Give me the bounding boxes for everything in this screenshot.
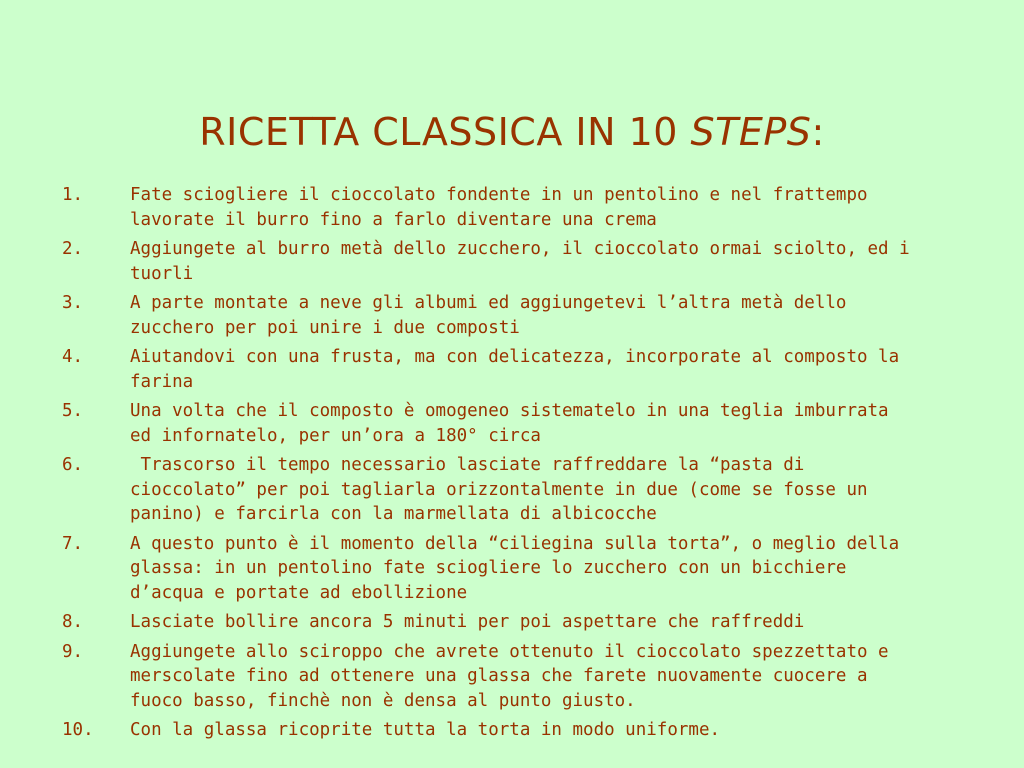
step-text: Con la glassa ricoprite tutta la torta in modo uniforme. xyxy=(130,720,721,740)
step-text: Una volta che il composto è omogeneo sistematelo in una teglia imburrata ed infornatelo, per un’ora a 180° circa xyxy=(130,401,889,446)
step-item-10 xyxy=(62,718,912,743)
step-text: A questo punto è il momento della “ciliegina sulla torta”, o meglio della glassa: in un pentolino fate sciogliere lo zucchero con un bicchiere d’acqua e portate ad ebollizione xyxy=(130,533,900,603)
step-text: Aggiungete allo sciroppo che avrete ottenuto il cioccolato spezzettato e merscolate fino ad ottenere una glassa che farete nuovamente cuocere a fuoco basso, finchè non è densa al punto giusto. xyxy=(130,641,889,711)
step-text: Lasciate bollire ancora 5 minuti per poi aspettare che raffreddi xyxy=(130,612,805,632)
title-main-text: RICETTA CLASSICA IN 10 xyxy=(199,110,691,154)
title-end-text: : xyxy=(811,110,825,154)
steps-list xyxy=(62,183,912,748)
step-number: 3. xyxy=(62,293,84,313)
step-item-4 xyxy=(62,345,912,394)
title-italic-text: STEPS xyxy=(690,110,812,154)
step-number: 8. xyxy=(62,612,84,632)
step-item-7 xyxy=(62,532,912,606)
step-number: 9. xyxy=(62,641,84,662)
step-text: Trascorso il tempo necessario lasciate raffreddare la “pasta di cioccolato” per poi tagliarla orizzontalmente in due (come se fosse un panino) e farcirla con la marmellata di albicocche xyxy=(130,455,879,524)
step-text: Fate sciogliere il cioccolato fondente in un pentolino e nel frattempo lavorate il burro fino a farlo diventare una crema xyxy=(130,185,868,230)
step-item-2 xyxy=(62,237,912,286)
step-number: 2. xyxy=(62,239,84,259)
step-item-5 xyxy=(62,399,912,448)
step-item-3 xyxy=(62,291,912,340)
step-number: 1. xyxy=(62,185,84,205)
step-text: Aggiungete al burro metà dello zucchero, il cioccolato ormai sciolto, ed i tuorli xyxy=(130,239,910,284)
step-text: Aiutandovi con una frusta, ma con delicatezza, incorporate al composto la farina xyxy=(130,347,900,392)
step-number: 4. xyxy=(62,347,84,367)
step-text: A parte montate a neve gli albumi ed aggiungetevi l’altra metà dello zucchero per poi unire i due composti xyxy=(130,293,847,338)
step-item-1 xyxy=(62,183,912,232)
step-item-6 xyxy=(62,453,912,527)
step-number: 6. xyxy=(62,455,84,475)
step-number: 10. xyxy=(62,720,94,740)
step-item-8 xyxy=(62,610,912,635)
step-number: 5. xyxy=(62,401,84,421)
step-number: 7. xyxy=(62,533,84,554)
step-item-9 xyxy=(62,640,912,714)
slide-title xyxy=(0,108,1024,156)
